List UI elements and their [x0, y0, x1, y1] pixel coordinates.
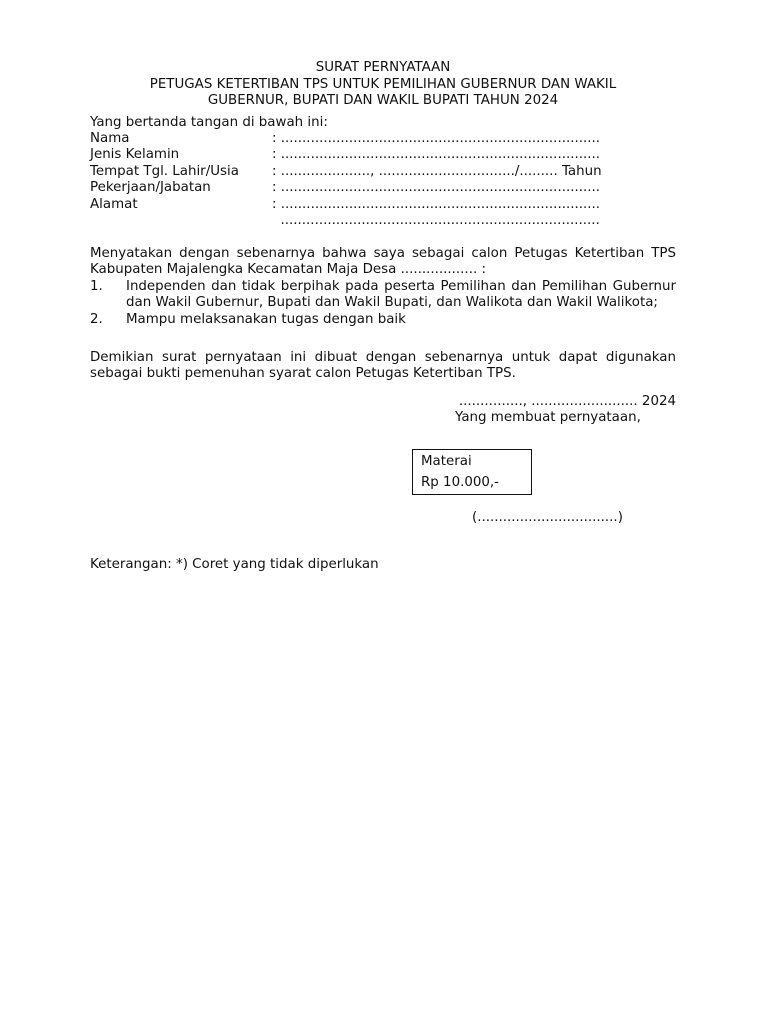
statement-paragraph: Menyatakan dengan sebenarnya bahwa saya sebagai calon Petugas Ketertiban TPS Kabupaten Majalengka Kecamatan Maja Desa .................. :	[90, 246, 676, 278]
field-row-jenis-kelamin	[90, 147, 676, 163]
identity-fields	[90, 131, 676, 229]
field-value: : ...........................................................................	[272, 196, 601, 212]
intro-text: Yang bertanda tangan di bawah ini:	[90, 115, 328, 130]
field-row-nama	[90, 131, 676, 147]
document-title: SURAT PERNYATAAN	[315, 60, 451, 75]
field-label: Jenis Kelamin	[90, 147, 180, 163]
field-label: Nama	[90, 131, 130, 146]
document-subtitle-line2: GUBERNUR, BUPATI DAN WAKIL BUPATI TAHUN 2024	[207, 93, 559, 108]
list-number: 2.	[90, 311, 103, 327]
footnote: Keterangan: *) Coret yang tidak diperlukan	[90, 557, 379, 572]
field-row-tempat-tgl-lahir	[90, 164, 676, 180]
field-value: : ...........................................................................	[272, 147, 601, 163]
field-row-alamat	[90, 197, 676, 213]
declaration-list	[90, 279, 676, 328]
list-item	[90, 279, 676, 312]
field-label: Alamat	[90, 196, 138, 212]
stamp-label: Materai	[421, 454, 472, 469]
field-label: Pekerjaan/Jabatan	[90, 180, 211, 196]
field-label	[90, 213, 272, 229]
closing-paragraph: Demikian surat pernyataan ini dibuat dengan sebenarnya untuk dapat digunakan sebagai bukti pemenuhan syarat calon Petugas Ketertiban TPS.	[90, 350, 676, 382]
stamp-value: Rp 10.000,-	[421, 475, 500, 490]
field-row-alamat-continued	[90, 213, 676, 229]
list-text: Mampu melaksanakan tugas dengan baik	[126, 311, 406, 327]
field-value: : ....................., ................................/......... Tahun	[272, 163, 602, 179]
signature-date: ..............., ......................... 2024	[458, 394, 676, 409]
list-number: 1.	[90, 279, 103, 294]
list-text: Independen dan tidak berpihak pada peserta Pemilihan dan Pemilihan Gubernur dan Wakil Gubernur, Bupati dan Wakil Bupati, dan Walikota dan Wakil Walikota;	[126, 279, 676, 311]
document-subtitle-line1: PETUGAS KETERTIBAN TPS UNTUK PEMILIHAN GUBERNUR DAN WAKIL	[149, 77, 617, 92]
field-value: ...........................................................................	[272, 212, 600, 228]
field-row-pekerjaan	[90, 180, 676, 196]
field-value: : ...........................................................................	[272, 180, 601, 196]
signature-name-line: (.................................)	[472, 510, 623, 525]
materai-stamp-box	[412, 449, 532, 495]
field-value: : ...........................................................................	[272, 131, 601, 146]
field-label: Tempat Tgl. Lahir/Usia	[90, 163, 239, 179]
signature-maker-label: Yang membuat pernyataan,	[455, 410, 641, 425]
list-item	[90, 312, 676, 328]
